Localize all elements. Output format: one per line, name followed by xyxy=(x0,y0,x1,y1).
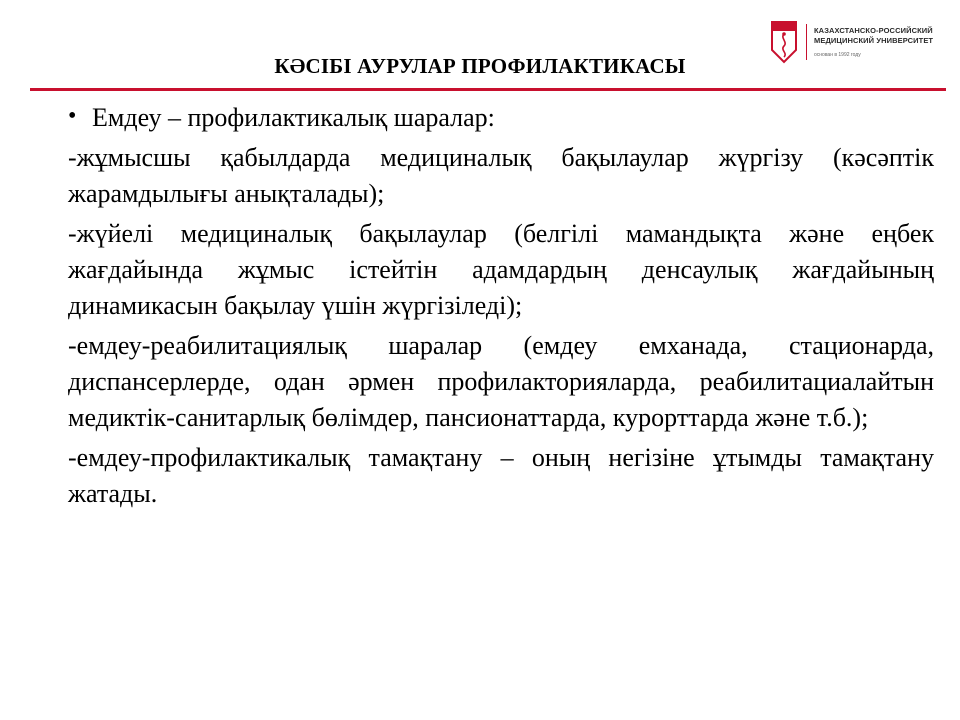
paragraph-medical-reception: -жұмысшы қабылдарда медициналық бақылаулар жүргізу (кәсәптік жарамдылығы анықталады); xyxy=(68,143,934,208)
paragraph-nutrition: -емдеу-профилактикалық тамақтану – оның негізіне ұтымды тамақтану жатады. xyxy=(68,443,934,508)
slide-content xyxy=(68,100,934,512)
bullet-item xyxy=(68,100,934,136)
title-divider xyxy=(30,88,946,91)
bullet-text: Емдеу – профилактикалық шаралар: xyxy=(92,103,495,132)
logo-subtitle: основан в 1992 году xyxy=(814,52,861,58)
bullet-dot-icon: • xyxy=(68,103,77,129)
paragraph-systematic-checks: -жүйелі медициналық бақылаулар (белгілі мамандықта және еңбек жағдайында жұмыс істейтін адамдардың денсаулық жағдайының динамикасын бақылау үшін жүргізіледі); xyxy=(68,219,934,320)
university-emblem-icon xyxy=(770,20,798,64)
university-logo xyxy=(770,20,950,66)
logo-line-2: МЕДИЦИНСКИЙ УНИВЕРСИТЕТ xyxy=(814,36,934,45)
paragraph-rehabilitation: -емдеу-реабилитациялық шаралар (емдеу емханада, стационарда, диспансерлерде, одан әрмен профилакторияларда, реабилитациалайтын медиктік-санитарлық бөлімдер, пансионаттарда, курорттарда және т.б.); xyxy=(68,331,934,432)
slide-title: КӘСІБІ АУРУЛАР ПРОФИЛАКТИКАСЫ xyxy=(274,54,686,78)
logo-separator xyxy=(806,24,807,60)
logo-text xyxy=(814,26,950,46)
logo-line-1: КАЗАХСТАНСКО-РОССИЙСКИЙ xyxy=(814,26,933,35)
